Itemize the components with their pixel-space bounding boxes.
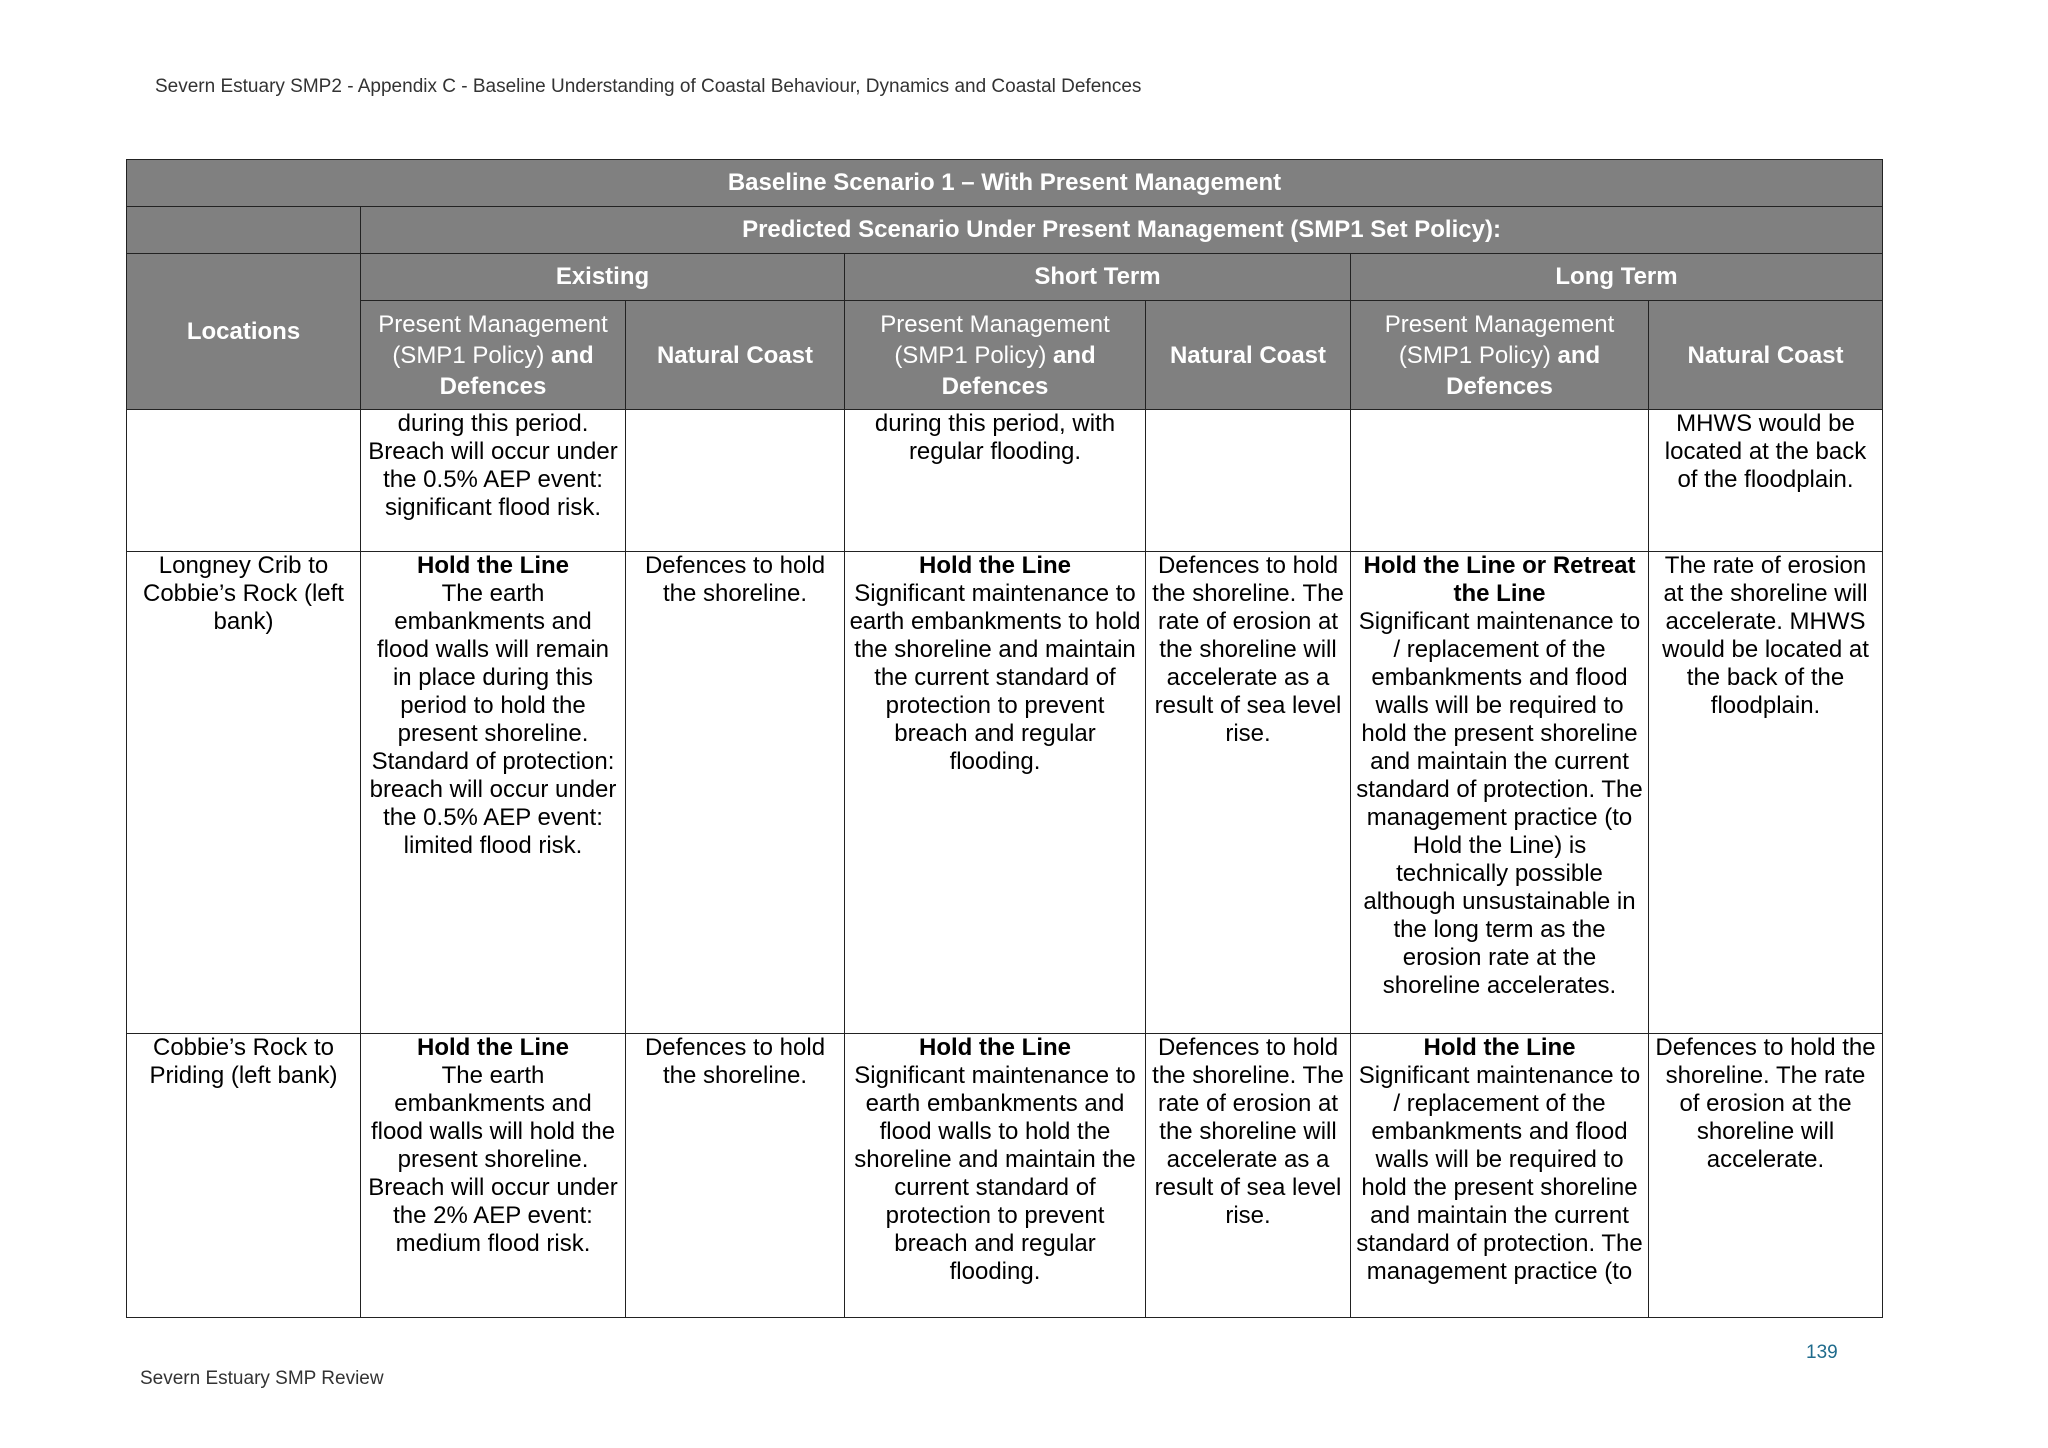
cell-text: during this period. Breach will occur under the 0.5% AEP event: significant flood risk.: [368, 410, 618, 521]
short-pm-cell: [845, 1034, 1146, 1318]
cell-text: Significant maintenance to / replacement of the embankments and flood walls will be required to hold the present shoreline and maintain the current standard of protection. The management practice (to Hold the Line) is technically possible although unsustainable in the long term as the erosion rate at the shoreline accelerates.: [1356, 608, 1643, 999]
existing-nc-cell: [626, 410, 845, 552]
existing-nc-cell: Defences to hold the shoreline.: [626, 1034, 845, 1318]
pm-label-defences: Defences: [941, 372, 1049, 400]
policy-title: Hold the Line or Retreat the Line: [1363, 552, 1636, 607]
cell-text: Significant maintenance to / replacement of the embankments and flood walls will be required to hold the present shoreline and maintain the current standard of protection. The management practice (to: [1356, 1062, 1643, 1285]
existing-pm-cell: [361, 1034, 626, 1318]
pm-label-and: and: [1557, 341, 1601, 369]
table-title: Baseline Scenario 1 – With Present Management: [127, 160, 1883, 207]
blank-header-cell: [127, 207, 361, 254]
pm-label-defences: Defences: [1446, 372, 1553, 400]
predicted-scenario-header: Predicted Scenario Under Present Management (SMP1 Set Policy):: [361, 207, 1883, 254]
short-nc-cell: [1146, 410, 1351, 552]
short-pm-cell: [845, 410, 1146, 552]
page-footer: Severn Estuary SMP Review: [140, 1368, 384, 1389]
long-pm-cell: [1351, 410, 1649, 552]
short-nc-cell: Defences to hold the shoreline. The rate of erosion at the shoreline will accelerate as a result of sea level rise.: [1146, 552, 1351, 1034]
baseline-scenario-table: [126, 159, 1883, 1318]
short-nc-cell: Defences to hold the shoreline. The rate of erosion at the shoreline will accelerate as a result of sea level rise.: [1146, 1034, 1351, 1318]
natural-coast-header: Natural Coast: [1649, 301, 1883, 410]
long-nc-cell: MHWS would be located at the back of the floodplain.: [1649, 410, 1883, 552]
policy-title: Hold the Line: [1423, 1034, 1576, 1061]
cell-text: during this period, with regular flooding.: [874, 410, 1116, 465]
period-header-existing: Existing: [361, 254, 845, 301]
existing-pm-cell: [361, 410, 626, 552]
pm-label: Present Management (SMP1 Policy): [1384, 310, 1615, 369]
long-pm-cell: [1351, 552, 1649, 1034]
natural-coast-header: Natural Coast: [1146, 301, 1351, 410]
location-cell: Longney Crib to Cobbie’s Rock (left bank): [127, 552, 361, 1034]
cell-text: The earth embankments and flood walls will remain in place during this period to hold the present shoreline. Standard of protection: breach will occur under the 0.5% AEP event: limited flood risk.: [369, 580, 617, 859]
period-header-long-term: Long Term: [1351, 254, 1883, 301]
long-nc-cell: Defences to hold the shoreline. The rate of erosion at the shoreline will accelerate.: [1649, 1034, 1883, 1318]
pm-label: Present Management (SMP1 Policy): [378, 310, 608, 369]
existing-pm-cell: [361, 552, 626, 1034]
page-number: 139: [1806, 1342, 1838, 1363]
pm-label: Present Management (SMP1 Policy): [880, 310, 1110, 369]
table-row: [127, 552, 1883, 1034]
location-cell: [127, 410, 361, 552]
location-cell: Cobbie’s Rock to Priding (left bank): [127, 1034, 361, 1318]
cell-text: Significant maintenance to earth embankments to hold the shoreline and maintain the current standard of protection to prevent breach and regular flooding.: [849, 580, 1141, 775]
cell-text: Significant maintenance to earth embankments and flood walls to hold the shoreline and maintain the current standard of protection to prevent breach and regular flooding.: [854, 1062, 1136, 1285]
cell-text: The earth embankments and flood walls will hold the present shoreline. Breach will occur under the 2% AEP event: medium flood risk.: [368, 1062, 618, 1257]
period-header-short-term: Short Term: [845, 254, 1351, 301]
present-management-header: [845, 301, 1146, 410]
present-management-header: [361, 301, 626, 410]
short-pm-cell: [845, 552, 1146, 1034]
policy-title: Hold the Line: [417, 1034, 569, 1061]
locations-header: Locations: [127, 254, 361, 410]
pm-label-and: and: [1053, 341, 1096, 369]
policy-title: Hold the Line: [919, 552, 1071, 579]
page-header: Severn Estuary SMP2 - Appendix C - Baseline Understanding of Coastal Behaviour, Dynamics and Coastal Defences: [155, 76, 1142, 97]
present-management-header: [1351, 301, 1649, 410]
policy-title: Hold the Line: [417, 552, 569, 579]
long-nc-cell: The rate of erosion at the shoreline will accelerate. MHWS would be located at the back of the floodplain.: [1649, 552, 1883, 1034]
pm-label-and: and: [551, 341, 594, 369]
long-pm-cell: [1351, 1034, 1649, 1318]
natural-coast-header: Natural Coast: [626, 301, 845, 410]
pm-label-defences: Defences: [439, 372, 547, 400]
policy-title: Hold the Line: [919, 1034, 1071, 1061]
existing-nc-cell: Defences to hold the shoreline.: [626, 552, 845, 1034]
table-row: [127, 410, 1883, 552]
table-row: [127, 1034, 1883, 1318]
